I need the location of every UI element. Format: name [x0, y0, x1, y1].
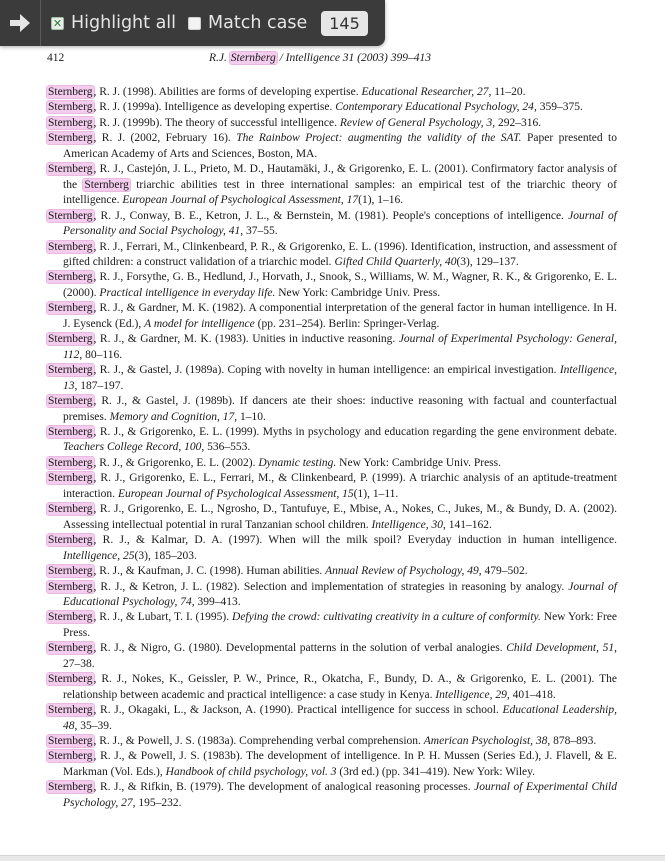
reference-entry — [47, 162, 617, 208]
search-match-highlight: Sternberg — [48, 132, 93, 145]
search-match-highlight: Sternberg — [48, 333, 93, 346]
reference-text: , R. J., & Powell, J. S. (1983a). Comprehending verbal comprehension. — [93, 735, 424, 748]
reference-entry — [47, 332, 617, 363]
reference-entry — [47, 394, 617, 425]
reference-entry — [47, 610, 617, 641]
reference-text: triarchic abilities test in three international samples: an empirical test of the triarchic theory of intelligence. — [63, 178, 617, 207]
page-bottom-edge — [0, 855, 665, 861]
reference-source-title: Intelligence, 13 — [63, 364, 617, 392]
reference-source-title: Journal of Experimental Child Psychology, 27 — [63, 781, 617, 809]
reference-source-title: Gifted Child Quarterly, 40 — [334, 255, 457, 268]
search-match-highlight: Sternberg — [48, 534, 93, 547]
running-head — [209, 52, 431, 64]
reference-text: , R. J., & Gardner, M. K. (1983). Unities in inductive reasoning. — [93, 333, 399, 346]
reference-source-title: Educational Researcher, 27 — [361, 86, 489, 98]
search-match-highlight: Sternberg — [84, 178, 129, 191]
search-match-highlight: Sternberg — [48, 271, 93, 284]
reference-source-title: The Rainbow Project: augmenting the validity of the SAT. — [236, 132, 522, 145]
reference-text: , R. J. (1999b). The theory of successful intelligence. — [93, 116, 340, 129]
reference-source-title: Handbook of child psychology, vol. 3 — [165, 765, 337, 778]
reference-text: , R. J., & Powell, J. S. (1983b). The development of intelligence. In P. H. Mussen (Series Ed.), J. Flavell, & E. Markman (Vol. Eds.), — [63, 750, 617, 778]
reference-source-title: Child Development, 51 — [506, 642, 615, 655]
search-match-highlight: Sternberg — [48, 565, 93, 578]
reference-text: , 37–55. — [240, 225, 278, 238]
highlight-all-label[interactable]: Highlight all — [71, 13, 177, 33]
reference-entry — [47, 240, 617, 271]
reference-text: (1), 1–11. — [353, 487, 399, 500]
reference-text: , 195–232. — [132, 796, 182, 809]
search-match-highlight: Sternberg — [48, 472, 93, 485]
reference-entry — [47, 780, 617, 811]
reference-text: , 536–553. — [201, 441, 251, 454]
reference-entry — [47, 564, 617, 579]
reference-source-title: Journal of Educational Psychology, 74 — [63, 580, 617, 608]
reference-text: , R. J. (1998). Abilities are forms of developing expertise. — [93, 86, 362, 98]
search-match-highlight: Sternberg — [48, 395, 93, 408]
reference-text: , 1–10. — [234, 410, 266, 423]
reference-source-title: Practical intelligence in everyday life. — [99, 286, 276, 299]
reference-source-title: Dynamic testing. — [258, 456, 337, 469]
reference-entry — [47, 209, 617, 240]
reference-source-title: Contemporary Educational Psychology, 24 — [335, 101, 534, 114]
reference-text: , 292–316. — [492, 116, 542, 129]
reference-entry — [47, 749, 617, 780]
search-match-highlight: Sternberg — [230, 52, 276, 64]
reference-text: , R. J., Conway, B. E., Ketron, J. L., & Bernstein, M. (1981). People's conceptions of intelligence. — [93, 209, 569, 222]
reference-text: , R. J., Nokes, K., Geissler, P. W., Prince, R., Okatcha, F., Bundy, D. A., & Grigorenko, E. L. (2001). The relationship between academic and practical intelligence: a case study in Kenya. — [63, 673, 617, 701]
reference-source-title: Journal of Personality and Social Psychology, 41 — [63, 209, 617, 238]
reference-text: , R. J. (2002, February 16). — [93, 132, 237, 145]
reference-source-title: American Psychologist, 38 — [423, 735, 548, 748]
reference-list — [47, 85, 617, 811]
reference-entry — [47, 641, 617, 672]
reference-text: , R. J., & Rifkin, B. (1979). The development of analogical reasoning processes. — [93, 781, 475, 794]
reference-entry — [47, 131, 617, 162]
reference-text: , 399–413. — [191, 595, 241, 608]
highlight-all-checkbox[interactable]: ✕ — [52, 16, 63, 30]
reference-source-title: Review of General Psychology, 3 — [339, 116, 493, 129]
search-match-highlight: Sternberg — [48, 735, 93, 748]
reference-text: , R. J., & Kalmar, D. A. (1997). When will the milk spoil? Everyday induction in human intelligence. — [93, 534, 617, 547]
page-number: 412 — [47, 52, 65, 64]
reference-text: , 187–197. — [74, 379, 124, 392]
find-next-arrow-icon[interactable] — [0, 0, 40, 46]
reference-text: , R. J., & Nigro, G. (1980). Developmental patterns in the solution of verbal analogies. — [93, 642, 507, 655]
reference-text: (3), 185–203. — [134, 549, 197, 562]
reference-text: , R. J., & Ketron, J. L. (1982). Selection and implementation of strategies in reasoning by analogy. — [93, 580, 569, 593]
reference-text: Paper presented to American Academy of Arts and Sciences, Boston, MA. — [63, 132, 617, 160]
search-match-highlight: Sternberg — [48, 750, 93, 763]
reference-entry — [47, 580, 617, 611]
reference-entry — [47, 85, 617, 100]
reference-source-title: European Journal of Psychological Assessment, 15 — [117, 487, 354, 500]
reference-text: New York: Free Press. — [63, 611, 617, 639]
search-match-highlight: Sternberg — [48, 503, 93, 516]
reference-text: , 479–502. — [478, 565, 528, 578]
reference-entry — [47, 363, 617, 394]
search-match-highlight: Sternberg — [48, 302, 93, 315]
reference-text: , 878–893. — [547, 735, 597, 748]
reference-entry — [47, 456, 617, 471]
reference-source-title: Intelligence, 30 — [371, 518, 443, 531]
reference-text: , 141–162. — [442, 518, 492, 531]
reference-text: , R. J., & Lubart, T. I. (1995). — [93, 611, 233, 624]
reference-source-title: Defying the crowd: cultivating creativity in a culture of conformity. — [232, 611, 541, 624]
reference-source-title: Intelligence, 29 — [435, 688, 507, 701]
reference-text: , R. J., Grigorenko, E. L., Ngrosho, D., Tantufuye, E., Mbise, A., Nokes, C., Jukes, M., & Bundy, D. A. (2002). Assessing intellectual potential in rural Tanzanian school children. — [63, 503, 617, 531]
reference-entry — [47, 703, 617, 734]
search-match-highlight: Sternberg — [48, 580, 93, 593]
reference-text: , R. J., & Gardner, M. K. (1982). A componential interpretation of the general factor in human intelligence. In H. J. Eysenck (Ed.), — [63, 302, 617, 330]
reference-source-title: Intelligence, 25 — [63, 549, 135, 562]
reference-text: , R. J., Ferrari, M., Clinkenbeard, P. R., & Grigorenko, E. L. (1996). Identification, instruction, and assessment of gifted children: a construct validation of a triarchic model. — [63, 240, 617, 268]
reference-text: , 35–39. — [74, 719, 112, 732]
reference-text: , R. J., & Gastel, J. (1989a). Coping with novelty in human intelligence: an empirical investigation. — [93, 364, 560, 377]
match-count-badge: 145 — [321, 11, 368, 36]
running-head-author: R.J. — [209, 52, 227, 64]
reference-entry — [47, 502, 617, 533]
reference-entry — [47, 734, 617, 749]
reference-text: , 27–38. — [63, 642, 617, 670]
reference-text: , R. J., & Kaufman, J. C. (1998). Human abilities. — [93, 565, 326, 578]
reference-text: , 11–20. — [488, 86, 526, 98]
find-bar — [0, 0, 385, 46]
search-match-highlight: Sternberg — [48, 101, 93, 114]
search-match-highlight: Sternberg — [48, 642, 93, 655]
reference-text: , R. J., & Grigorenko, E. L. (2002). — [93, 456, 259, 469]
search-match-highlight: Sternberg — [48, 673, 93, 686]
reference-text: , R. J., Castejón, J. L., Prieto, M. D., Hautamäki, J., & Grigorenko, E. L. (2001). Confirmatory factor analysis of the — [63, 163, 617, 191]
reference-text: New York: Cambridge Univ. Press. — [275, 286, 441, 299]
reference-entry — [47, 672, 617, 703]
search-match-highlight: Sternberg — [48, 456, 93, 469]
search-match-highlight: Sternberg — [48, 781, 93, 794]
reference-entry — [47, 270, 617, 301]
reference-text: (3), 129–137. — [456, 255, 519, 268]
reference-text: New York: Cambridge Univ. Press. — [336, 456, 502, 469]
reference-text: , R. J., Forsythe, G. B., Hedlund, J., Horvath, J., Snook, S., Williams, W. M., Wagner, R. K., & Grigorenko, E. L. (2000). — [63, 271, 617, 299]
reference-source-title: Memory and Cognition, 17 — [109, 410, 235, 423]
reference-entry — [47, 100, 617, 115]
search-match-highlight: Sternberg — [48, 209, 93, 222]
reference-text: , R. J. (1999a). Intelligence as developing expertise. — [93, 101, 336, 114]
find-bar-divider — [40, 0, 41, 46]
search-match-highlight: Sternberg — [48, 240, 93, 253]
reference-source-title: Educational Leadership, 48 — [63, 704, 617, 732]
search-match-highlight: Sternberg — [48, 425, 93, 438]
reference-text: (pp. 231–254). Berlin: Springer-Verlag. — [254, 317, 440, 330]
reference-entry — [47, 471, 617, 502]
reference-text: (3rd ed.) (pp. 341–419). New York: Wiley. — [336, 765, 536, 778]
search-match-highlight: Sternberg — [48, 116, 93, 129]
reference-text: , 401–418. — [506, 688, 556, 701]
reference-entry — [47, 301, 617, 332]
reference-source-title: A model for intelligence — [144, 317, 255, 330]
reference-text: (1), 1–16. — [358, 194, 404, 207]
reference-source-title: Annual Review of Psychology, 49 — [325, 565, 479, 578]
match-case-label[interactable]: Match case — [208, 13, 308, 33]
reference-entry — [47, 116, 617, 131]
reference-text: , 359–375. — [533, 101, 583, 114]
reference-text: , R. J., & Grigorenko, E. L. (1999). Myths in psychology and education regarding the gene environment debate. — [93, 425, 617, 438]
reference-text: , 80–116. — [79, 348, 123, 361]
search-match-highlight: Sternberg — [48, 364, 93, 377]
reference-source-title: Teachers College Record, 100 — [63, 441, 202, 454]
reference-source-title: Journal of Experimental Psychology: General, 112 — [63, 333, 617, 361]
match-case-checkbox[interactable] — [188, 17, 201, 30]
reference-text: , R. J., & Gastel, J. (1989b). If dancers ate their shoes: inductive reasoning with factual and counterfactual premises. — [63, 395, 617, 423]
search-match-highlight: Sternberg — [48, 611, 93, 624]
search-match-highlight: Sternberg — [48, 704, 93, 717]
page-header — [0, 52, 665, 70]
search-match-highlight: Sternberg — [48, 163, 93, 176]
reference-source-title: European Journal of Psychological Assessment, 17 — [122, 194, 359, 207]
reference-entry — [47, 533, 617, 564]
reference-entry — [47, 425, 617, 456]
reference-text: , R. J., Grigorenko, E. L., Ferrari, M., & Clinkenbeard, P. (1999). A triarchic analysis of an aptitude-treatment interaction. — [63, 472, 617, 500]
reference-text: , R. J., Okagaki, L., & Jackson, A. (1990). Practical intelligence for success in school. — [93, 704, 503, 717]
search-match-highlight: Sternberg — [48, 86, 93, 98]
running-head-journal: / Intelligence 31 (2003) 399–413 — [279, 52, 431, 64]
